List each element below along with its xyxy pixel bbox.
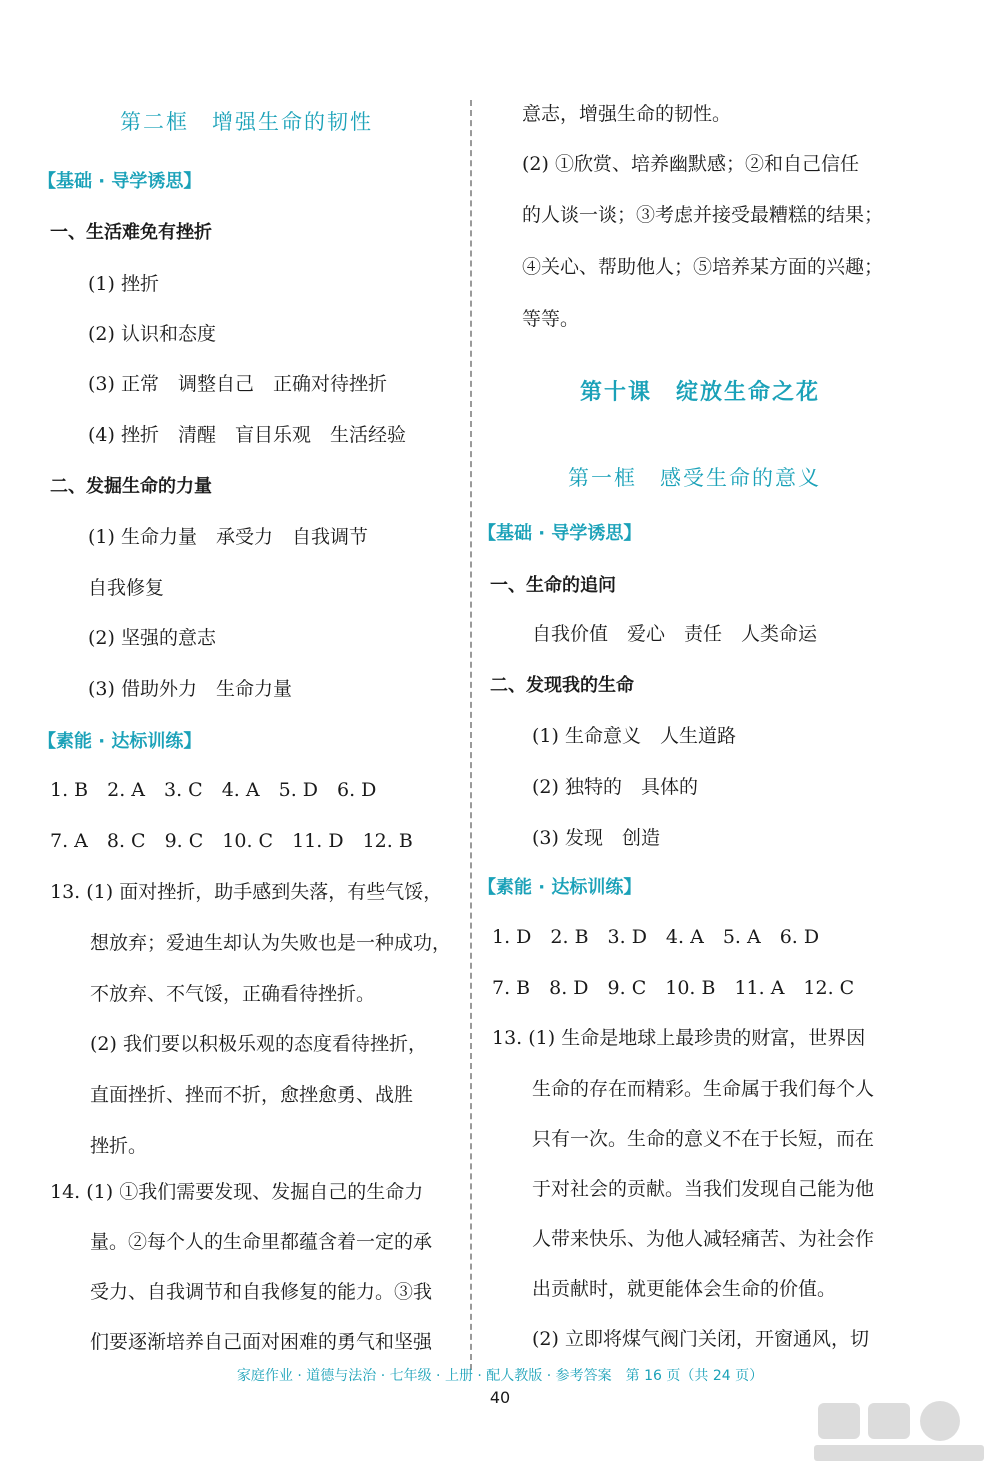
lesson-heading: 第十课 绽放生命之花: [580, 379, 821, 405]
answer-line: 14. (1) ①我们需要发现、发掘自己的生命力: [50, 1181, 424, 1203]
watermark-logo: [810, 1395, 990, 1465]
answer-line: 的人谈一谈；③考虑并接受最糟糕的结果；: [522, 204, 884, 226]
answer-line: (1) 生命意义 人生道路: [532, 725, 736, 747]
answer-line: 意志，增强生命的韧性。: [522, 103, 732, 125]
subsection-title: 一、生命的追问: [490, 575, 616, 596]
answer-line: 7. B 8. D 9. C 10. B 11. A 12. C: [492, 977, 855, 999]
tag-basics: 【基础 · 导学诱思】: [478, 523, 642, 544]
answer-line: (2) 坚强的意志: [88, 627, 216, 649]
answer-line: (4) 挫折 清醒 盲目乐观 生活经验: [88, 424, 406, 446]
answer-line: (2) 立即将煤气阀门关闭，开窗通风，切: [532, 1328, 869, 1350]
answer-line: 13. (1) 面对挫折，助手感到失落，有些气馁，: [50, 881, 443, 903]
answer-line: (3) 借助外力 生命力量: [88, 678, 292, 700]
answer-line: 1. B 2. A 3. C 4. A 5. D 6. D: [50, 779, 377, 801]
subsection-title: 一、生活难免有挫折: [50, 222, 212, 243]
answer-line: (2) ①欣赏、培养幽默感；②和自己信任: [522, 153, 859, 175]
answer-line: ④关心、帮助他人；⑤培养某方面的兴趣；: [522, 256, 884, 278]
answer-line: 13. (1) 生命是地球上最珍贵的财富，世界因: [492, 1027, 866, 1049]
answer-line: (2) 独特的 具体的: [532, 776, 698, 798]
answer-line: 们要逐渐培养自己面对困难的勇气和坚强: [90, 1331, 433, 1353]
answer-line: 于对社会的贡献。当我们发现自己能为他: [532, 1178, 875, 1200]
section-heading: 第一框 感受生命的意义: [568, 466, 821, 490]
answer-line: 直面挫折、挫而不折，愈挫愈勇、战胜: [90, 1084, 414, 1106]
answer-line: (3) 正常 调整自己 正确对待挫折: [88, 373, 387, 395]
answer-line: 出贡献时，就更能体会生命的价值。: [532, 1278, 837, 1300]
answer-line: 自我修复: [88, 577, 165, 599]
column-divider: [470, 100, 472, 1370]
answer-line: (3) 发现 创造: [532, 827, 660, 849]
answer-line: 想放弃；爱迪生却认为失败也是一种成功，: [90, 932, 452, 954]
answer-line: 不放弃、不气馁，正确看待挫折。: [90, 983, 376, 1005]
page-footer: 家庭作业 · 道德与法治 · 七年级 · 上册 · 配人教版 · 参考答案 第 16 页（共 24 页）: [236, 1368, 764, 1384]
answer-line: 受力、自我调节和自我修复的能力。③我: [90, 1281, 433, 1303]
answer-line: 量。②每个人的生命里都蕴含着一定的承: [90, 1231, 433, 1253]
answer-line: (1) 生命力量 承受力 自我调节: [88, 526, 368, 548]
answer-line: 等等。: [522, 308, 580, 330]
page-number: 40: [489, 1388, 511, 1407]
answer-line: 生命的存在而精彩。生命属于我们每个人: [532, 1078, 875, 1100]
tag-training: 【素能 · 达标训练】: [38, 731, 202, 752]
subsection-title: 二、发现我的生命: [490, 675, 634, 696]
answer-line: 挫折。: [90, 1135, 148, 1157]
answer-line: 只有一次。生命的意义不在于长短，而在: [532, 1128, 875, 1150]
answer-line: 自我价值 爱心 责任 人类命运: [532, 623, 818, 645]
tag-training: 【素能 · 达标训练】: [478, 877, 642, 898]
answer-line: (2) 认识和态度: [88, 323, 216, 345]
answer-line: (1) 挫折: [88, 273, 159, 295]
tag-basics: 【基础 · 导学诱思】: [38, 171, 202, 192]
answer-line: 1. D 2. B 3. D 4. A 5. A 6. D: [492, 926, 820, 948]
subsection-title: 二、发掘生命的力量: [50, 476, 212, 497]
answer-line: (2) 我们要以积极乐观的态度看待挫折，: [90, 1033, 427, 1055]
section-heading: 第二框 增强生命的韧性: [120, 110, 373, 134]
answer-line: 人带来快乐、为他人减轻痛苦、为社会作: [532, 1228, 875, 1250]
answer-line: 7. A 8. C 9. C 10. C 11. D 12. B: [50, 830, 413, 852]
